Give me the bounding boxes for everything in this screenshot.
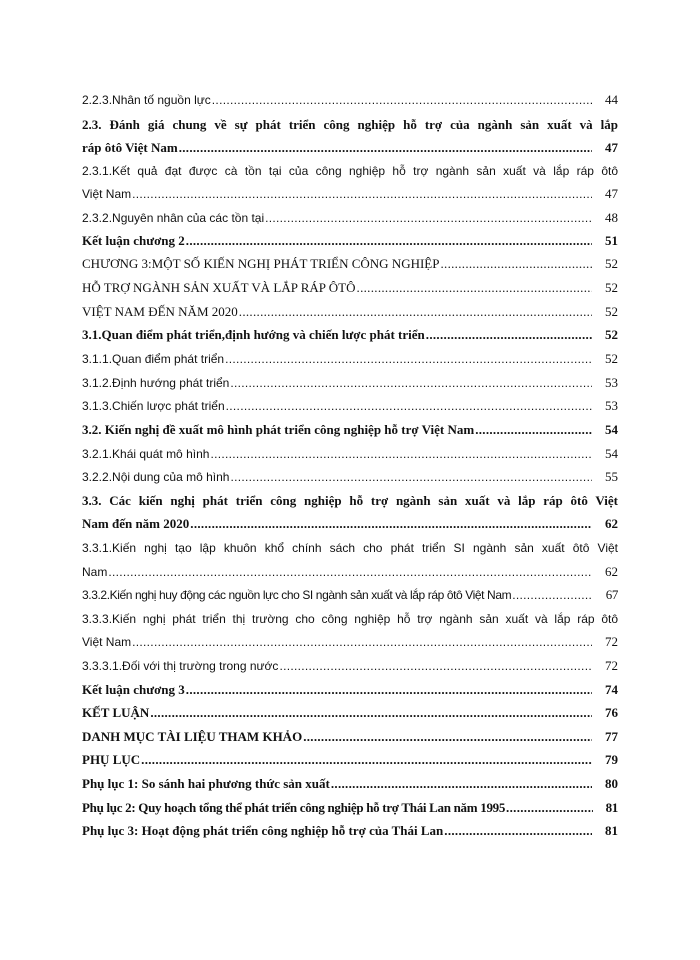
toc-entry-title: 3.3.2.Kiến nghị huy động các nguồn lực cho SI ngành sản xuất và lắp ráp ôtô Việt Nam	[82, 588, 512, 602]
toc-entry-3-3-3-1[interactable]	[82, 658, 618, 674]
toc-entry-chapter-3-cont-1[interactable]	[82, 280, 618, 296]
toc-entry-title: 3.1.1.Quan điểm phát triển	[82, 352, 225, 366]
toc-entry-page: 52	[605, 280, 618, 295]
toc-entry-title: 3.3.3.Kiến nghị phát triển thị trường cho công nghiệp hỗ trợ ngành sản xuất và lắp ráp ôtô	[82, 612, 618, 626]
toc-entry-title: Kết luận chương 3	[82, 682, 185, 697]
toc-entry-title: 3.3.1.Kiến nghị tạo lập khuôn khổ chính sách cho phát triển SI ngành sản xuất ôtô Việt	[82, 541, 618, 555]
toc-entry-title: Việt Nam	[82, 187, 132, 201]
toc-entry-title: 3.2. Kiến nghị đề xuất mô hình phát triển công nghiệp hỗ trợ Việt Nam	[82, 422, 475, 437]
toc-entry-2-3-cont[interactable]	[82, 140, 618, 156]
toc-entry-title: PHỤ LỤC	[82, 752, 141, 767]
toc-entry-page: 47	[605, 140, 618, 155]
toc-entry-page: 79	[605, 752, 618, 767]
toc-entry-chapter-3[interactable]	[82, 256, 618, 272]
toc-entry-page: 52	[605, 304, 618, 319]
toc-entry-title: 3.3. Các kiến nghị phát triển công nghiệp hỗ trợ ngành sản xuất và lắp ráp ôtô Việt	[82, 493, 618, 508]
toc-entry-title: Việt Nam	[82, 635, 132, 649]
toc-entry-appendix-1[interactable]	[82, 776, 618, 792]
toc-entry-conclusion-2[interactable]	[82, 233, 618, 249]
toc-entry-title: 2.2.3.Nhân tố nguồn lực	[82, 93, 211, 107]
toc-entry-page: 72	[605, 658, 618, 673]
toc-entry-page: 52	[605, 327, 618, 342]
toc-entry-3-1-1[interactable]	[82, 351, 618, 367]
toc-entry-title: Phụ lục 2: Quy hoạch tổng thể phát triển công nghiệp hỗ trợ Thái Lan năm 1995	[82, 800, 506, 815]
toc-entry-title: 2.3. Đánh giá chung về sự phát triển công nghiệp hỗ trợ của ngành sản xuất và lắp	[82, 117, 618, 132]
toc-entry-references[interactable]	[82, 729, 618, 745]
toc-entry-page: 62	[605, 516, 618, 531]
toc-entry-page: 48	[605, 210, 618, 225]
toc-entry-title: KẾT LUẬN	[82, 705, 150, 720]
toc-entry-3-3-3-cont[interactable]	[82, 634, 618, 650]
toc-entry-page: 74	[605, 682, 618, 697]
toc-entry-title: Kết luận chương 2	[82, 233, 185, 248]
toc-entry-title: 3.3.3.1.Đối với thị trường trong nước	[82, 659, 279, 673]
toc-entry-page: 55	[605, 469, 618, 484]
toc-entry-appendix-2[interactable]	[82, 800, 618, 816]
toc-entry-appendix-3[interactable]	[82, 823, 618, 839]
toc-entry-3-1-2[interactable]	[82, 375, 618, 391]
toc-entry-title: VIỆT NAM ĐẾN NĂM 2020	[82, 304, 238, 319]
toc-entry-page: 77	[605, 729, 618, 744]
toc-entry-chapter-3-cont-2[interactable]	[82, 304, 618, 320]
toc-entry-page: 81	[605, 800, 618, 815]
toc-entry-title: 2.3.1.Kết quả đạt được cà tồn tại của công nghiệp hỗ trợ ngành sản xuất và lắp ráp ôtô	[82, 164, 618, 178]
toc-entry-title: Nam đến năm 2020	[82, 516, 190, 531]
toc-entry-2-3-1[interactable]	[82, 163, 618, 179]
toc-entry-3-2-2[interactable]	[82, 469, 618, 485]
toc-entry-page: 53	[605, 375, 618, 390]
toc-entry-page: 72	[605, 634, 618, 649]
toc-entry-title: DANH MỤC TÀI LIỆU THAM KHẢO	[82, 729, 303, 744]
toc-entry-title: ráp ôtô Việt Nam	[82, 140, 178, 155]
toc-entry-page: 47	[605, 186, 618, 201]
toc-entry-title: 3.1.3.Chiến lược phát triển	[82, 399, 225, 413]
toc-entry-page: 80	[605, 776, 618, 791]
toc-entry-page: 44	[605, 92, 618, 107]
toc-entry-title: Nam	[82, 565, 108, 579]
toc-entry-page: 54	[605, 446, 618, 461]
toc-entry-2-3[interactable]	[82, 117, 618, 133]
toc-entry-page: 51	[605, 233, 618, 248]
toc-entry-3-3-3[interactable]	[82, 611, 618, 627]
toc-entry-title: Phụ lục 1: So sánh hai phương thức sản xuất	[82, 776, 330, 791]
toc-entry-2-2-3[interactable]	[82, 92, 618, 108]
toc-entry-page: 76	[605, 705, 618, 720]
toc-entry-title: 3.1.Quan điểm phát triển,định hướng và chiến lược phát triển	[82, 327, 425, 342]
toc-entry-page: 67	[605, 587, 618, 602]
toc-entry-page: 81	[605, 823, 618, 838]
toc-entry-3-1-3[interactable]	[82, 398, 618, 414]
toc-entry-appendix[interactable]	[82, 752, 618, 768]
toc-entry-3-2[interactable]	[82, 422, 618, 438]
toc-entry-page: 54	[605, 422, 618, 437]
toc-entry-3-2-1[interactable]	[82, 446, 618, 462]
toc-entry-3-3-cont[interactable]	[82, 516, 618, 532]
toc-entry-title: CHƯƠNG 3:MỘT SỐ KIẾN NGHỊ PHÁT TRIỂN CÔNG NGHIỆP	[82, 256, 440, 271]
toc-entry-title: 3.2.2.Nội dung của mô hình	[82, 470, 230, 484]
toc-entry-conclusion[interactable]	[82, 705, 618, 721]
toc-entry-page: 52	[605, 256, 618, 271]
toc-entry-3-3-1[interactable]	[82, 540, 618, 556]
toc-entry-title: HỖ TRỢ NGÀNH SẢN XUẤT VÀ LẮP RÁP ÔTÔ	[82, 280, 356, 295]
toc-entry-page: 62	[605, 564, 618, 579]
toc-entry-3-1[interactable]	[82, 327, 618, 343]
toc-entry-title: 3.2.1.Khái quát mô hình	[82, 447, 210, 461]
toc-entry-2-3-2[interactable]	[82, 210, 618, 226]
toc-entry-conclusion-3[interactable]	[82, 682, 618, 698]
toc-entry-3-3-2[interactable]	[82, 587, 618, 603]
toc-entry-2-3-1-cont[interactable]	[82, 186, 618, 202]
toc-entry-3-3[interactable]	[82, 493, 618, 509]
toc-entry-title: 3.1.2.Định hướng phát triển	[82, 376, 230, 390]
toc-entry-page: 52	[605, 351, 618, 366]
toc-entry-title: Phụ lục 3: Hoạt động phát triển công nghiệp hỗ trợ của Thái Lan	[82, 823, 444, 838]
toc-entry-page: 53	[605, 398, 618, 413]
toc-entry-title: 2.3.2.Nguyên nhân của các tồn tại	[82, 211, 265, 225]
toc-entry-3-3-1-cont[interactable]	[82, 564, 618, 580]
